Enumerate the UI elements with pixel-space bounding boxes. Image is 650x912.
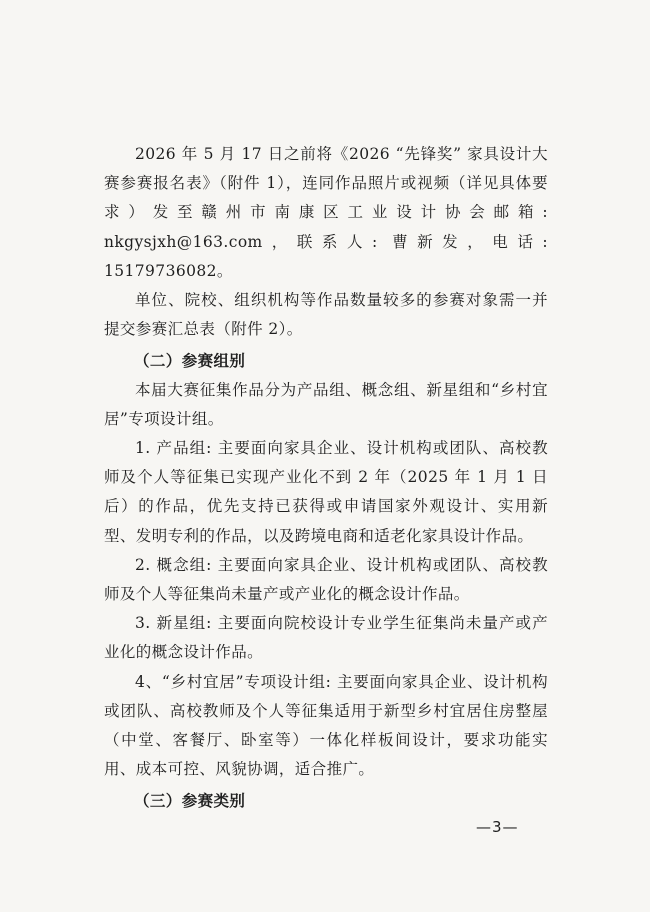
- section-heading-groups: （二）参赛组别: [134, 351, 246, 371]
- document-body: [104, 140, 548, 816]
- paragraph-summary-table: 单位、院校、组织机构等作品数量较多的参赛对象需一并提交参赛汇总表（附件 2）。: [104, 291, 548, 339]
- paragraph-concept-group: 2. 概念组: 主要面向家具企业、设计机构或团队、高校教师及个人等征集尚未量产或产业化的概念设计作品。: [104, 555, 548, 604]
- page-number: —3—: [476, 818, 519, 836]
- paragraph-submission: 2026 年 5 月 17 日之前将《2026 “先锋奖” 家具设计大赛参赛报名表》（附件 1），连同作品照片或视频（详见具体要求）发至赣州市南康区工业设计协会邮箱: nkgysjxh@163.com，联系人: 曹新发，电话: 15179736082。: [104, 145, 548, 280]
- paragraph-newstar-group: 3. 新星组: 主要面向院校设计专业学生征集尚未量产或产业化的概念设计作品。: [104, 614, 548, 662]
- section-heading-categories: （三）参赛类别: [134, 791, 246, 811]
- paragraph-groups-intro: 本届大赛征集作品分为产品组、概念组、新星组和“乡村宜居”专项设计组。: [104, 380, 548, 428]
- paragraph-product-group: 1. 产品组: 主要面向家具企业、设计机构或团队、高校教师及个人等征集已实现产业化不到 2 年（2025 年 1 月 1 日后）的作品，优先支持已获得或申请国家外观设计、实用新型、发明专利的作品，以及跨境电商和适老化家具设计作品。: [104, 439, 548, 545]
- paragraph-rural-group: 4、“乡村宜居”专项设计组: 主要面向家具企业、设计机构或团队、高校教师及个人等征集适用于新型乡村宜居住房整屋（中堂、客餐厅、卧室等）一体化样板间设计，要求功能实用、成本可控、风貌协调，适合推广。: [104, 672, 548, 779]
